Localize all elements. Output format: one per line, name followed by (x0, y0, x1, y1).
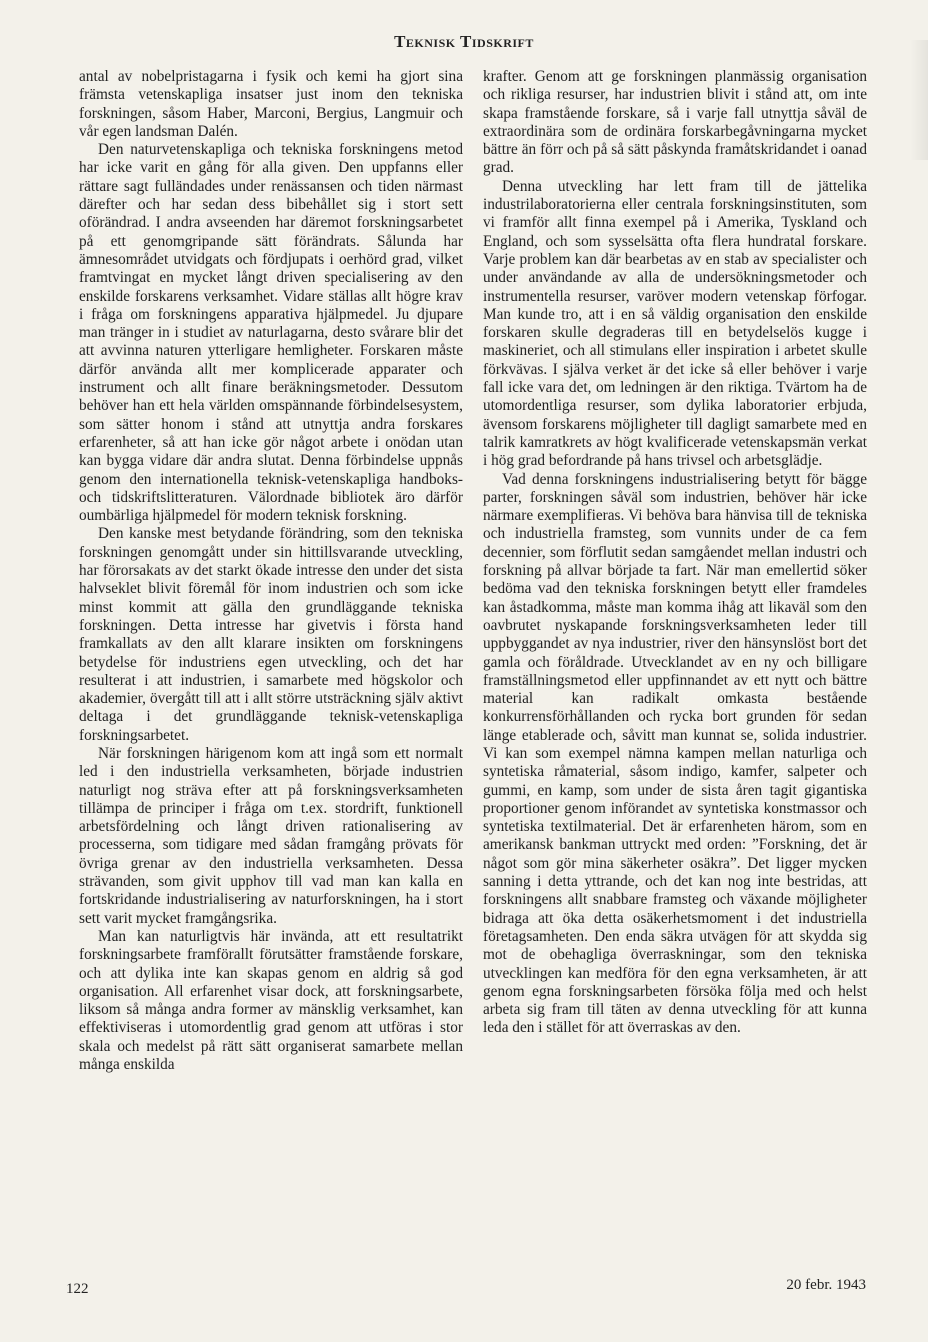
paragraph: Den naturvetenskapliga och tekniska forskningens metod har icke varit en gång för alla given. Den uppfanns eller rättare sagt fulländades under renässansen och tiden närmast därefter och har sedan dess bibehållet sig i stort sett oförändrad. I andra avseenden har däremot forskningsarbetet på ett genomgripande sätt förändrats. Sålunda har ämnesområdet utvidgats och fördjupats i oerhörd grad, vilket framtvingat en mycket långt driven specialisering av den enskilde forskarens verksamhet. Vidare ställas allt högre krav i fråga om forskningens apparativa hjälpmedel. Ju djupare man tränger in i studiet av naturlagarna, desto svårare blir det att avvinna naturen ytterligare hemligheter. Forskaren måste därför använda allt mer komplicerade apparater och instrument och allt finare beräkningsmetoder. Dessutom behöver han ett hela världen omspännande förbindelsesystem, som sätter honom i stånd att utnyttja andra forskares erfarenheter, så att han icke gör något arbete i onödan utan kan bygga vidare där andra slutat. Denna förbindelse uppnås genom den internationella teknisk-vetenskapliga handboks- och tidskriftslitteraturen. Välordnade bibliotek äro därför oumbärliga hjälpmedel för modern teknisk forskning. (79, 141, 463, 525)
issue-date: 20 febr. 1943 (786, 1277, 866, 1293)
paragraph: krafter. Genom att ge forskningen planmässig organisation och rikliga resurser, har industrien blivit i stånd att, om inte skapa framstående forskare, så i varje fall utnyttja såväl de extraordinära som de ordinära forskarbegåvningarna mycket bättre än förr och på så sätt påskynda framåtskridandet i oanad grad. (483, 68, 867, 177)
paragraph: Man kan naturligtvis här invända, att ett resultatrikt forskningsarbete framförallt förutsätter framstående forskare, och att dylika inte kan skapas genom en aldrig så god organisation. All erfarenhet visar dock, att forskningsarbete, liksom så många andra former av mänsklig verksamhet, kan effektiviseras i utomordentlig grad genom att utföras i stor skala och medelst på rätt sätt organiserat samarbete mellan många enskilda (79, 927, 463, 1074)
paragraph: antal av nobelpristagarna i fysik och kemi ha gjort sina främsta vetenskapliga insatser just inom den tekniska forskningen, såsom Haber, Marconi, Bergius, Langmuir och vår egen landsman Dalén. (79, 68, 463, 140)
journal-header: Teknisk Tidskrift (394, 32, 534, 51)
paragraph: När forskningen härigenom kom att ingå som ett normalt led i den industriella verksamheten, började industrien naturligt nog sträva efter att på forskningsverksamheten tillämpa de principer i fråga om t.ex. stordrift, funktionell arbetsfördelning och långt driven rationalisering av processerna, som tidigare med sådan framgång prövats för övriga grenar av den industriella verksamheten. Dessa strävanden, som givit upphov till vad man kan kalla en fortskridande industrialisering av naturforskningen, ha i stort sett varit mycket framgångsrika. (79, 744, 463, 927)
right-text-column (483, 68, 867, 1038)
page-number: 122 (66, 1281, 89, 1297)
paragraph: Denna utveckling har lett fram till de jättelika industrilaboratorierna eller centrala forskningsinstituten, som vi framför allt finna exempel på i Amerika, Tyskland och England, och som sysselsätta ofta flera hundratal forskare. Varje problem kan där bearbetas av en stab av specialister och under användande av alla de undersökningsmetoder och instrumentella resurser, varöver modern vetenskap förfogar. Man kunde tro, att i en så väldig organisation den enskilde forskaren skulle degraderas till en betydelselös kugge i maskineriet, och all stimulans eller inspiration i arbetet skulle förkvävas. I själva verket är det icke så eller behöver i varje fall icke vara det, om ledningen är den riktiga. Tvärtom ha de utomordentliga resurser, som dylika laboratorier erbjuda, ävensom forskarens möjligheter till dagligt samarbete med en talrik kamratkrets av högt kvalificerade vetenskapsmän verkat i hög grad befordrande på hans trivsel och arbetsglädje. (483, 177, 867, 470)
page-edge-shadow (910, 40, 928, 160)
left-text-column (79, 68, 463, 1074)
paragraph: Vad denna forskningens industrialisering betytt för bägge parter, forskningen såväl som industrien, behöver här icke närmare exemplifieras. Vi behöva bara hänvisa till de tekniska och industriella framsteg, som vunnits under de ca fem decennier, som förflutit sedan samgåendet mellan industri och forskning på allvar började ta fart. När man emellertid söker bedöma vad den tekniska forskningen betytt eller framdeles kan åstadkomma, måste man komma ihåg att likaväl som den oavbrutet nyskapande forskningsverksamheten leder till uppbyggandet av nya industrier, river den hänsynslöst bort det gamla och föråldrade. Utvecklandet av en ny och billigare framställningsmetod eller uppfinnandet av ett nytt och bättre material kan radikalt omkasta bestående konkurrensförhållanden och rycka bort grunden för sedan länge etablerade och, såvitt man kunnat se, solida industrier. Vi kan som exempel nämna kampen mellan naturliga och syntetiska råmaterial, såsom indigo, kamfer, salpeter och gummi, en kamp, som under de sista åren tagit gigantiska proportioner genom införandet av syntetiska konstmassor och syntetiska textilmaterial. Det är erfarenheten härom, som en amerikansk bankman uttryckt med orden: ”Forskning, det är något som gör mina säkerheter osäkra”. Det ligger mycken sanning i detta yttrande, och det kan nog inte bestridas, att forskningens allt snabbare framsteg och växande möjligheter bidraga att öka detta osäkerhetsmoment i det industriella företagsamheten. Den enda säkra utvägen för att skydda sig mot de obehagliga överraskningar, som den tekniska utvecklingen kan medföra för den egna verksamheten, är att genom egna forskningsarbeten försöka följa med och helst arbeta sig fram till täten av denna utveckling för att kunna leda den i stället för att överraskas av den. (483, 470, 867, 1037)
paragraph: Den kanske mest betydande förändring, som den tekniska forskningen genomgått under sin hittillsvarande utveckling, har förorsakats av det starkt ökade intresse den under det sista halvseklet blivit föremål för inom industrien och som icke minst kommit att gälla den grundläggande tekniska forskningen. Detta intresse har givetvis i första hand framkallats av den allt klarare insikten om forskningens betydelse för industriens egen utveckling, och det har resulterat i att industrien, i samarbete med högskolor och akademier, övergått till att i allt större utsträckning själv aktivt deltaga i det grundläggande teknisk-vetenskapliga forskningsarbetet. (79, 525, 463, 744)
